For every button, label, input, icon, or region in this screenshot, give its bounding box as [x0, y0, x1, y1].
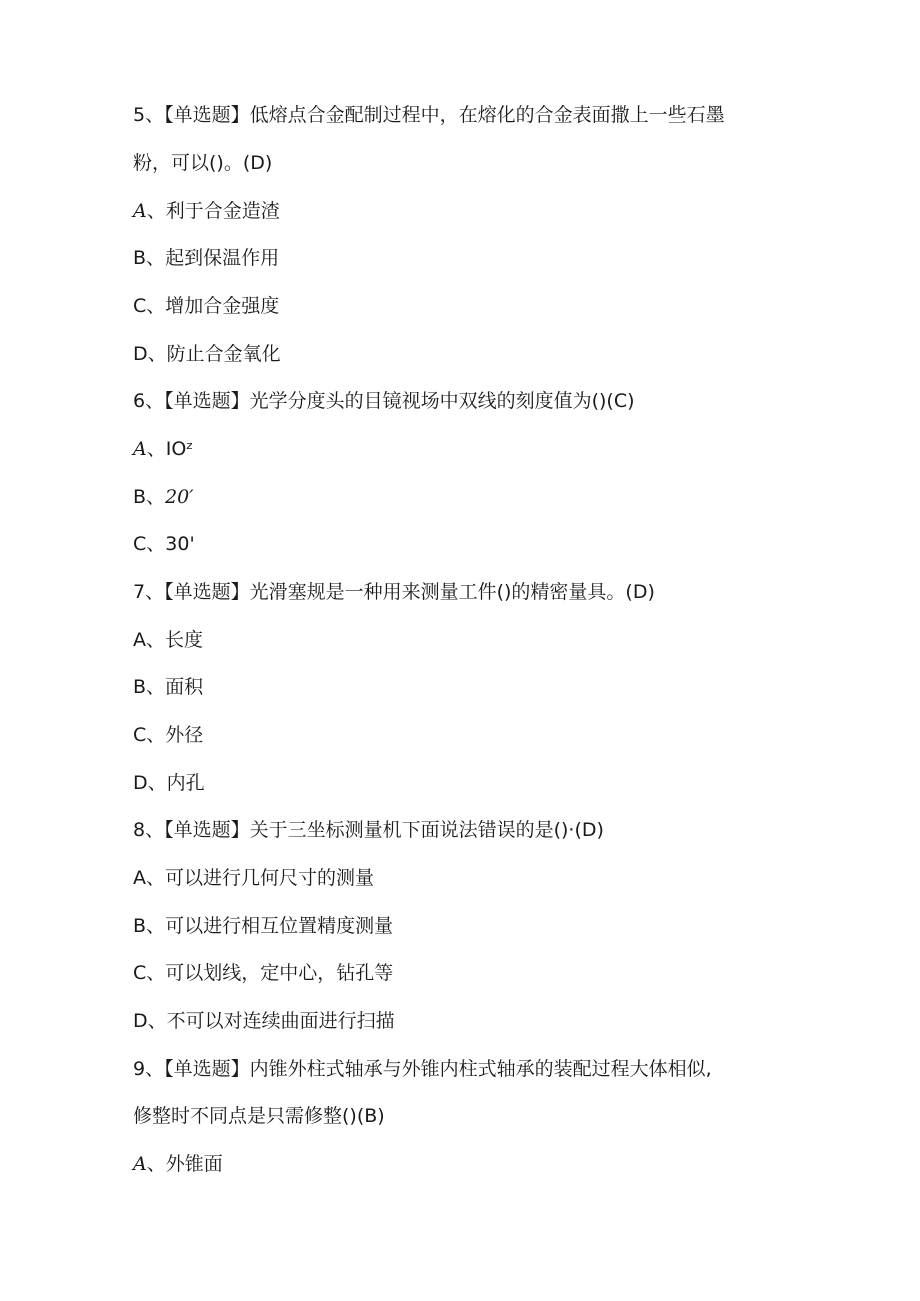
question-8-option-a — [133, 866, 374, 890]
option-text: 防止合金氧化 — [166, 343, 281, 365]
option-separator: 、 — [146, 533, 166, 555]
option-text: 外径 — [165, 724, 204, 746]
option-text: 外锥面 — [165, 1153, 223, 1175]
option-letter: A — [133, 438, 147, 460]
option-separator: 、 — [146, 629, 166, 651]
option-text: 面积 — [165, 676, 204, 698]
question-8-option-b — [133, 914, 393, 938]
option-letter: C — [133, 295, 147, 317]
option-letter: A — [133, 200, 147, 222]
option-text: 可以进行几何尺寸的测量 — [165, 867, 375, 889]
question-7-option-b — [133, 675, 203, 699]
option-separator: 、 — [146, 295, 166, 317]
option-letter: B — [133, 486, 147, 508]
question-7-option-a — [133, 628, 203, 652]
question-6-stem-line-1: 6、【单选题】光学分度头的目镜视场中双线的刻度值为()(C) — [133, 390, 635, 412]
question-5-option-b — [133, 246, 279, 270]
option-text: 可以划线，定中心，钻孔等 — [165, 962, 394, 984]
option-separator: 、 — [146, 867, 166, 889]
option-text: 利于合金造渣 — [165, 200, 280, 222]
option-separator: 、 — [146, 915, 166, 937]
option-text: 可以进行相互位置精度测量 — [165, 915, 394, 937]
option-letter: A — [133, 629, 146, 651]
question-8-option-d — [133, 1009, 395, 1033]
option-separator: 、 — [147, 772, 167, 794]
option-letter: C — [133, 533, 147, 555]
question-6-option-c — [133, 532, 195, 556]
question-5-stem-line-1: 5、【单选题】低熔点合金配制过程中，在熔化的合金表面撒上一些石墨 — [133, 104, 725, 126]
option-separator: 、 — [147, 1010, 167, 1032]
option-separator: 、 — [146, 486, 166, 508]
option-letter: B — [133, 676, 147, 698]
option-separator: 、 — [146, 200, 166, 222]
option-letter: C — [133, 724, 147, 746]
option-separator: 、 — [146, 1153, 166, 1175]
question-5-option-c — [133, 294, 279, 318]
option-letter: B — [133, 247, 147, 269]
question-7-option-d — [133, 771, 205, 795]
option-letter: D — [133, 772, 148, 794]
question-9-stem-line-2: 修整时不同点是只需修整()(B) — [133, 1105, 385, 1127]
question-6-option-b — [133, 485, 194, 509]
question-5-stem-line-2: 粉，可以()。(D) — [133, 152, 273, 174]
option-letter: A — [133, 867, 146, 889]
option-letter: C — [133, 962, 147, 984]
question-5-option-a — [133, 199, 280, 223]
option-letter: D — [133, 1010, 148, 1032]
option-text: 30' — [165, 533, 195, 555]
option-separator: 、 — [146, 676, 166, 698]
question-7-option-c — [133, 723, 203, 747]
question-5-option-d — [133, 342, 281, 366]
option-text: 内孔 — [166, 772, 205, 794]
question-8-stem-line-1: 8、【单选题】关于三坐标测量机下面说法错误的是()·(D) — [133, 819, 604, 841]
question-9-stem-line-1: 9、【单选题】内锥外柱式轴承与外锥内柱式轴承的装配过程大体相似, — [133, 1058, 712, 1080]
option-letter: D — [133, 343, 148, 365]
option-text: 长度 — [165, 629, 204, 651]
question-6-option-a — [133, 437, 193, 461]
option-separator: 、 — [146, 438, 166, 460]
option-text: 20′ — [165, 486, 194, 508]
option-text: 起到保温作用 — [165, 247, 280, 269]
option-letter: A — [133, 1153, 147, 1175]
option-separator: 、 — [146, 724, 166, 746]
option-separator: 、 — [147, 343, 167, 365]
question-9-option-a — [133, 1152, 223, 1176]
question-8-option-c — [133, 961, 393, 985]
option-text: IOᶻ — [165, 438, 194, 460]
option-text: 不可以对连续曲面进行扫描 — [166, 1010, 395, 1032]
option-letter: B — [133, 915, 147, 937]
option-text: 增加合金强度 — [165, 295, 280, 317]
option-separator: 、 — [146, 962, 166, 984]
option-separator: 、 — [146, 247, 166, 269]
question-7-stem-line-1: 7、【单选题】光滑塞规是一种用来测量工件()的精密量具。(D) — [133, 581, 655, 603]
